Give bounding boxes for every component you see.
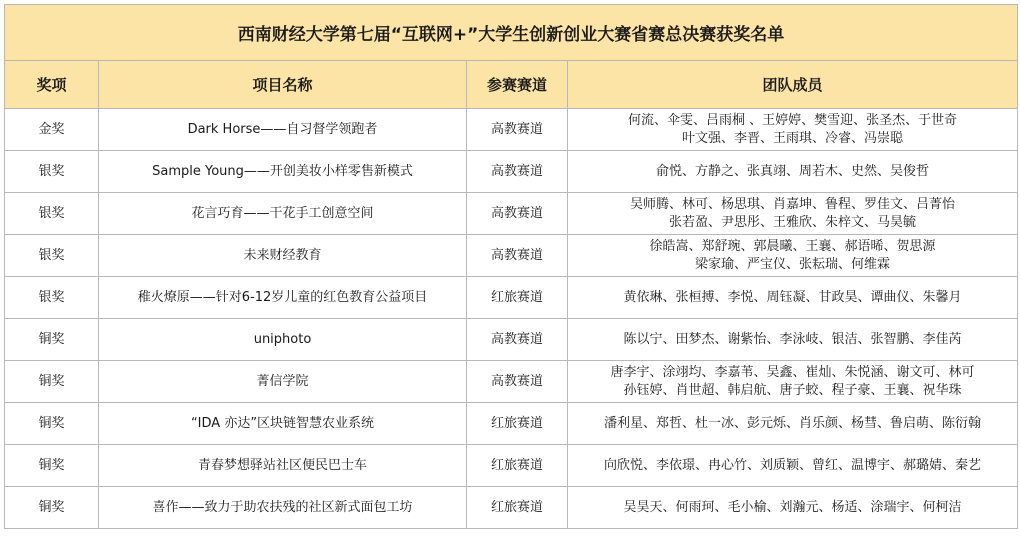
table-row — [5, 151, 1018, 193]
cell-project: 未来财经教育 — [99, 235, 467, 277]
member-line: 陈以宁、田梦杰、谢紫怡、李泳岐、银洁、张智鹏、李佳芮 — [623, 331, 962, 347]
cell-project: 稚火燎原——针对6-12岁儿童的红色教育公益项目 — [99, 277, 467, 319]
cell-project: Dark Horse——自习督学领跑者 — [99, 109, 467, 151]
cell-award: 铜奖 — [5, 361, 99, 403]
table-row — [5, 277, 1018, 319]
member-line: 吴师腾、林可、杨思琪、肖嘉坤、鲁程、罗佳文、吕菁怡 — [630, 196, 956, 212]
cell-members — [568, 193, 1018, 235]
sheet-title: 西南财经大学第七届“互联网+”大学生创新创业大赛省赛总决赛获奖名单 — [5, 5, 1018, 61]
table-body — [5, 109, 1018, 529]
cell-track: 红旅赛道 — [467, 487, 568, 529]
member-line: 何流、伞雯、吕雨桐 、王婷婷、樊雪迎、张圣杰、于世奇 — [627, 112, 958, 128]
member-line: 徐皓嵩、郑舒琬、郭晨曦、王襄、郝语晞、贺思源 — [649, 238, 936, 254]
cell-project: 花言巧育——干花手工创意空间 — [99, 193, 467, 235]
table-row — [5, 319, 1018, 361]
cell-members — [568, 361, 1018, 403]
cell-track: 高教赛道 — [467, 193, 568, 235]
cell-project: 喜作——致力于助农扶残的社区新式面包工坊 — [99, 487, 467, 529]
cell-track: 高教赛道 — [467, 361, 568, 403]
cell-members — [568, 403, 1018, 445]
cell-award: 金奖 — [5, 109, 99, 151]
cell-members — [568, 277, 1018, 319]
cell-track: 红旅赛道 — [467, 445, 568, 487]
cell-project: 菁信学院 — [99, 361, 467, 403]
cell-members — [568, 487, 1018, 529]
cell-track: 高教赛道 — [467, 109, 568, 151]
member-line: 黄依琳、张桓搏、李悦、周钰凝、甘政昊、谭曲仪、朱馨月 — [623, 289, 962, 305]
header-award: 奖项 — [5, 61, 99, 109]
cell-track: 红旅赛道 — [467, 277, 568, 319]
cell-members — [568, 151, 1018, 193]
cell-project: uniphoto — [99, 319, 467, 361]
table-row — [5, 235, 1018, 277]
table-row — [5, 403, 1018, 445]
award-list-sheet — [4, 4, 1017, 534]
cell-members — [568, 109, 1018, 151]
member-line: 唐李宇、涂翊均、李嘉苇、吴鑫、崔灿、朱悦涵、谢文可、林可 — [610, 364, 975, 380]
cell-members — [568, 319, 1018, 361]
cell-award: 银奖 — [5, 277, 99, 319]
cell-award: 铜奖 — [5, 319, 99, 361]
cell-project: 青春梦想驿站社区便民巴士车 — [99, 445, 467, 487]
header-row — [5, 61, 1018, 109]
member-line: 潘利星、郑哲、杜一冰、彭元烁、肖乐颜、杨彗、鲁启萌、陈衍翰 — [604, 415, 982, 431]
member-line: 张若盈、尹思彤、王雅欣、朱梓文、马昊毓 — [669, 214, 917, 230]
cell-members — [568, 445, 1018, 487]
cell-award: 铜奖 — [5, 487, 99, 529]
member-line: 叶文强、李晋、王雨琪、冷睿、冯崇聪 — [682, 130, 904, 146]
cell-track: 红旅赛道 — [467, 403, 568, 445]
member-line: 俞悦、方静之、张真翊、周若木、史然、吴俊哲 — [656, 163, 930, 179]
member-line: 向欣悦、李依璟、冉心竹、刘质颖、曾红、温博宇、郝璐婧、秦艺 — [604, 457, 982, 473]
award-table — [4, 4, 1018, 529]
table-row — [5, 487, 1018, 529]
cell-award: 银奖 — [5, 151, 99, 193]
cell-award: 铜奖 — [5, 403, 99, 445]
header-members: 团队成员 — [568, 61, 1018, 109]
table-row — [5, 445, 1018, 487]
cell-award: 铜奖 — [5, 445, 99, 487]
header-track: 参赛赛道 — [467, 61, 568, 109]
cell-project: Sample Young——开创美妆小样零售新模式 — [99, 151, 467, 193]
cell-members — [568, 235, 1018, 277]
cell-award: 银奖 — [5, 193, 99, 235]
table-row — [5, 361, 1018, 403]
header-project: 项目名称 — [99, 61, 467, 109]
cell-track: 高教赛道 — [467, 235, 568, 277]
cell-track: 高教赛道 — [467, 319, 568, 361]
table-row — [5, 109, 1018, 151]
cell-award: 银奖 — [5, 235, 99, 277]
member-line: 孙钰婷、肖世超、韩启航、唐子蛟、程子豪、王襄、祝华珠 — [623, 382, 962, 398]
cell-track: 高教赛道 — [467, 151, 568, 193]
table-row — [5, 193, 1018, 235]
title-row — [5, 5, 1018, 61]
member-line: 吴昊天、何雨珂、毛小榆、刘瀚元、杨适、涂瑞宇、何柯洁 — [623, 499, 962, 515]
cell-project: “IDA 亦达”区块链智慧农业系统 — [99, 403, 467, 445]
member-line: 梁家瑜、严宝仪、张耘瑞、何维霖 — [695, 256, 891, 272]
